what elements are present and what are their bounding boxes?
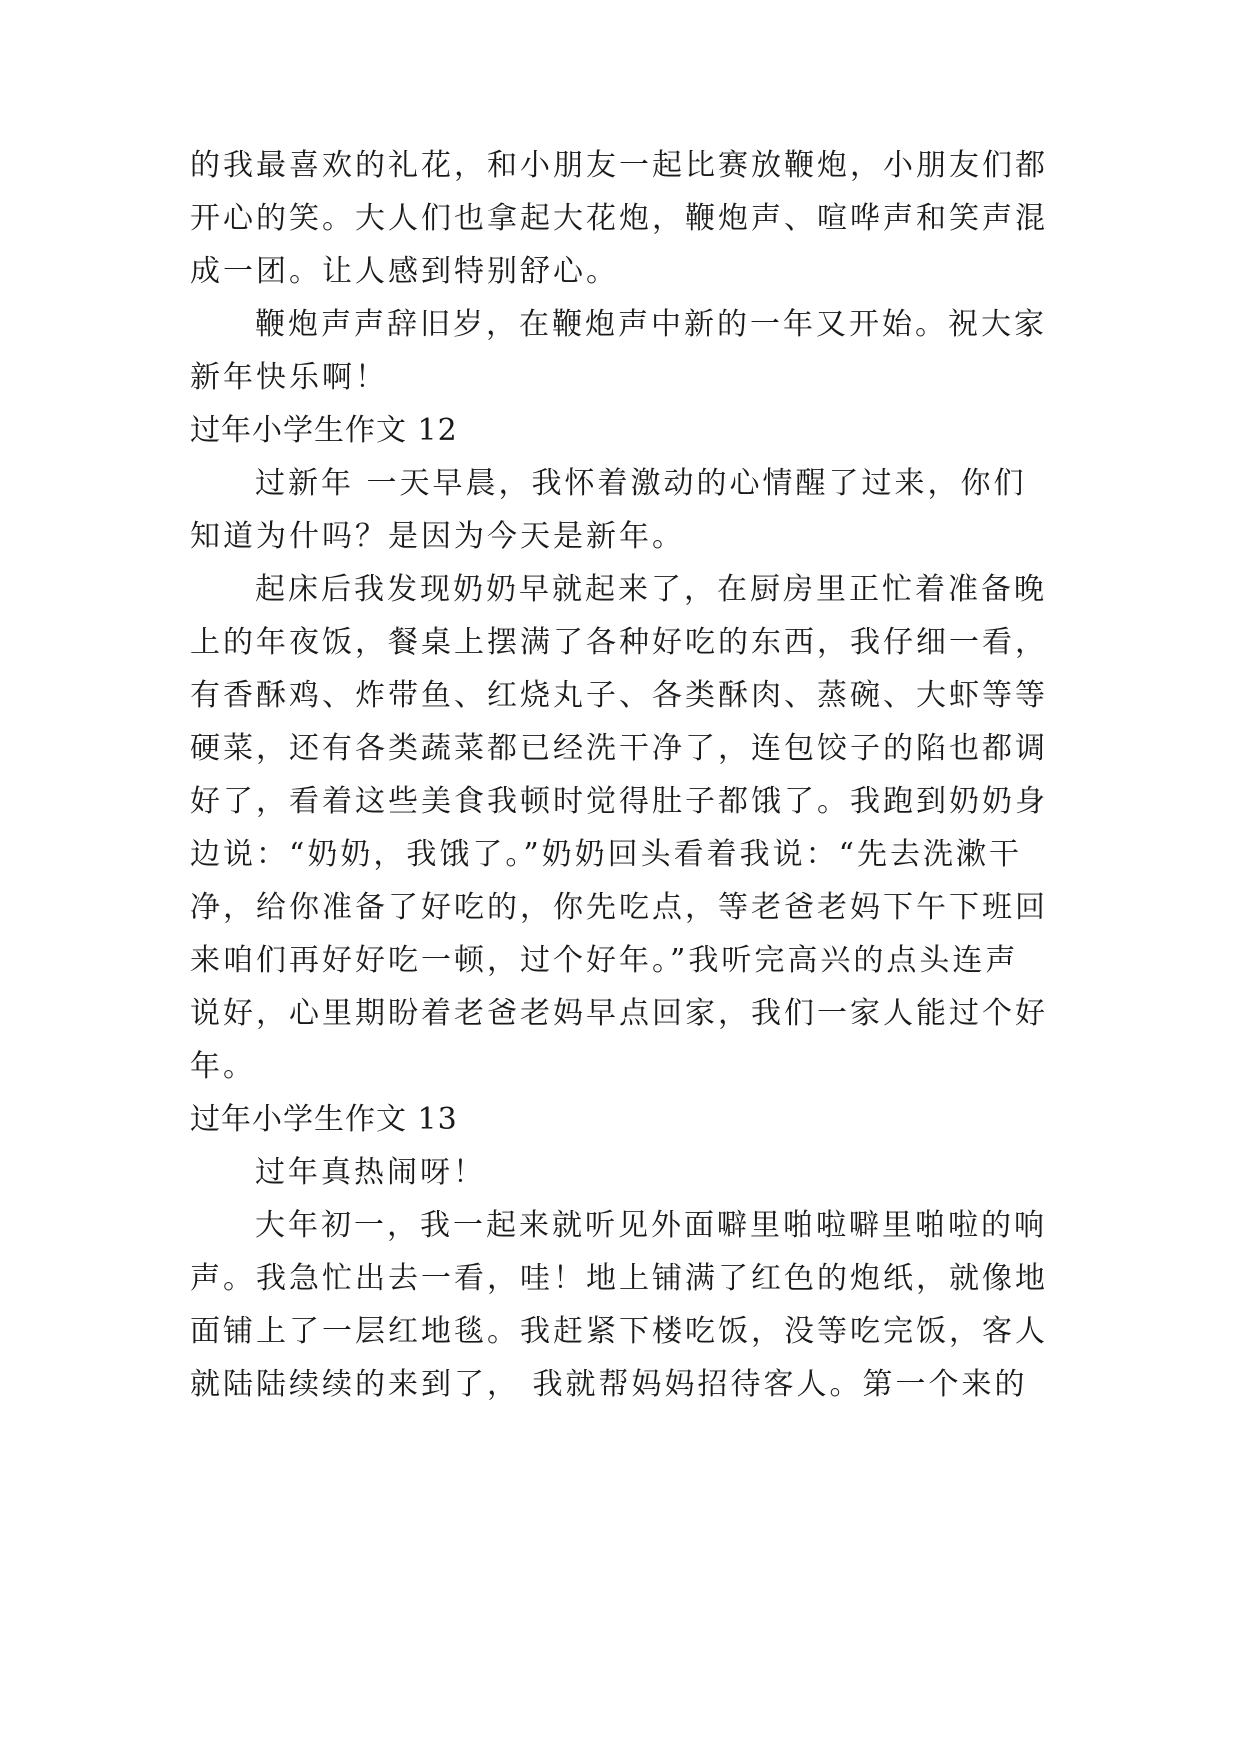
text-line: 净，给你准备了好吃的，你先吃点，等老爸老妈下午下班回 xyxy=(190,890,1048,925)
text-line: 面铺上了一层红地毯。我赶紧下楼吃饭，没等吃完饭，客人 xyxy=(190,1314,1048,1349)
text-line: 年。 xyxy=(190,1049,256,1084)
text-line: 硬菜，还有各类蔬菜都已经洗干净了，连包饺子的陷也都调 xyxy=(190,731,1048,766)
text-line: 就陆陆续续的来到了， 我就帮妈妈招待客人。第一个来的 xyxy=(190,1367,1028,1402)
text-line: 知道为什吗？是因为今天是新年。 xyxy=(190,519,685,554)
text-line: 过年真热闹呀！ xyxy=(255,1155,486,1190)
text-line: 来咱们再好好吃一顿，过个好年。”我听完高兴的点头连声 xyxy=(190,943,1019,978)
text-line: 说好，心里期盼着老爸老妈早点回家，我们一家人能过个好 xyxy=(190,996,1048,1031)
text-line: 好了，看着这些美食我顿时觉得肚子都饿了。我跑到奶奶身 xyxy=(190,784,1048,819)
text-line: 过新年 一天早晨，我怀着激动的心情醒了过来，你们 xyxy=(255,466,1027,501)
text-line: 成一团。让人感到特别舒心。 xyxy=(190,254,619,289)
text-line: 鞭炮声声辞旧岁，在鞭炮声中新的一年又开始。祝大家 xyxy=(255,307,1047,342)
text-line: 上的年夜饭，餐桌上摆满了各种好吃的东西，我仔细一看， xyxy=(190,625,1048,660)
text-line: 边说：“奶奶，我饿了。”奶奶回头看着我说：“先去洗漱干 xyxy=(190,837,1023,872)
section-heading: 过年小学生作文 13 xyxy=(190,1102,458,1137)
section-heading: 过年小学生作文 12 xyxy=(190,413,458,448)
text-line: 有香酥鸡、炸带鱼、红烧丸子、各类酥肉、蒸碗、大虾等等 xyxy=(190,678,1048,713)
text-line: 大年初一，我一起来就听见外面噼里啪啦噼里啪啦的响 xyxy=(255,1208,1047,1243)
text-line: 声。我急忙出去一看，哇！地上铺满了红色的炮纸，就像地 xyxy=(190,1261,1048,1296)
text-line: 开心的笑。大人们也拿起大花炮，鞭炮声、喧哗声和笑声混 xyxy=(190,201,1048,236)
text-line: 的我最喜欢的礼花，和小朋友一起比赛放鞭炮，小朋友们都 xyxy=(190,148,1048,183)
text-line: 起床后我发现奶奶早就起来了，在厨房里正忙着准备晚 xyxy=(255,572,1047,607)
text-line: 新年快乐啊！ xyxy=(190,360,388,395)
